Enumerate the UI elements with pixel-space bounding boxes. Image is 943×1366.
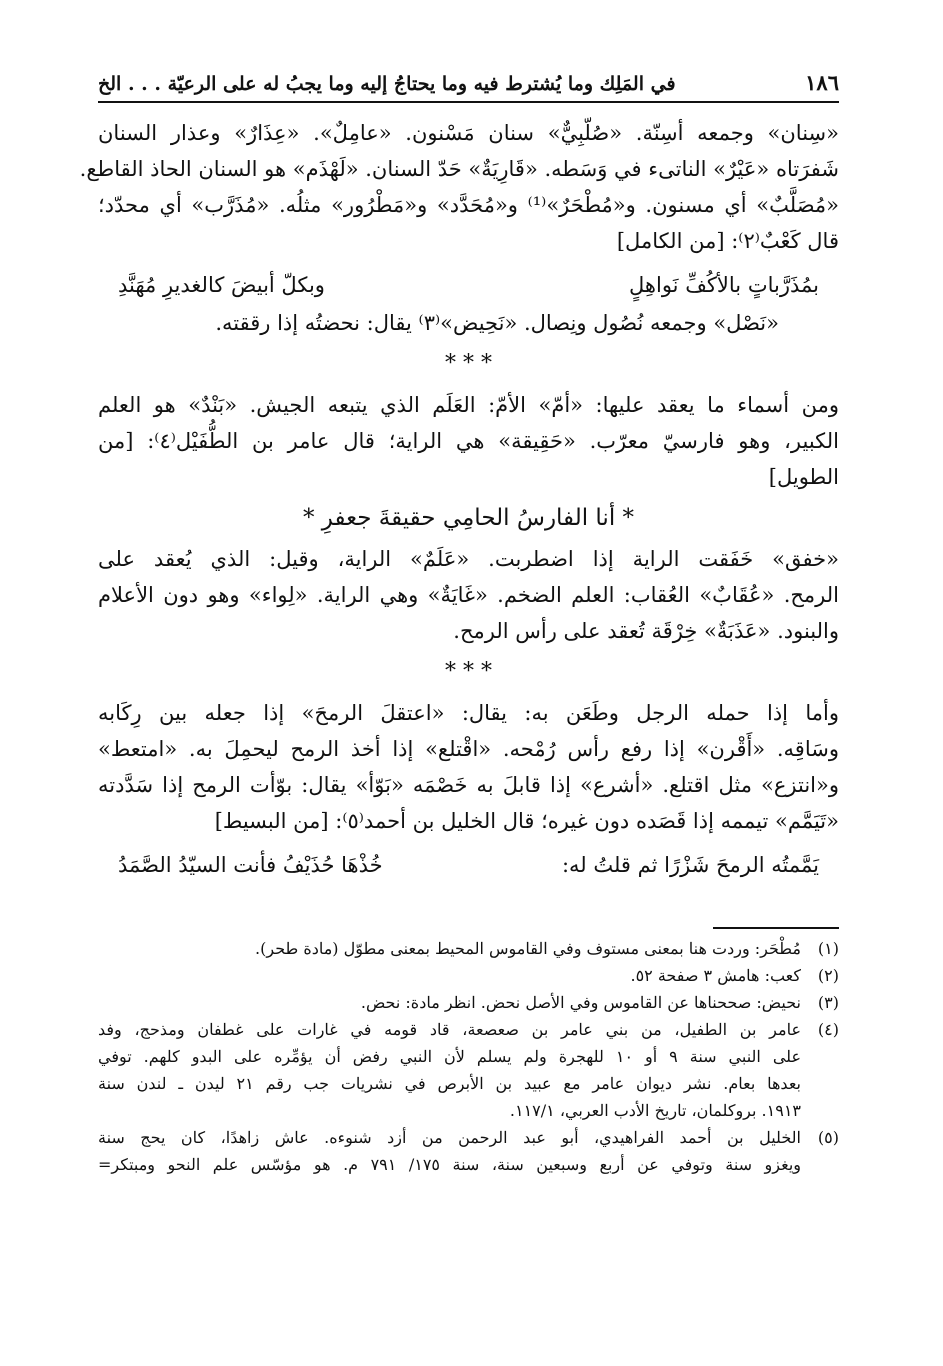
- verse-first-hemistich: يَمَّمتُه الرمحَ شَزْرًا ثم قلتُ له:: [561, 853, 819, 877]
- verse-second-hemistich: خُذْهَا حُذَيْفُ فأنت السيّدُ الصَّمَدُ: [118, 853, 383, 877]
- running-title: في المَلِك وما يُشترط فيه وما يحتاجُ إليه وما يجبُ له على الرعيّة . . . الخ: [98, 73, 676, 95]
- footnote-text: على النبي سنة ٩ أو ١٠ للهجرة ولم يسلم لأن النبي رفض أن يؤمِّره على البدو كلهم. توفي: [98, 1047, 802, 1066]
- footnote-text: بعدها بعام. نشر ديوان عامر مع عبيد بن الأبرص في نشريات جب رقم ٢١ ليدن ـ لندن سنة: [98, 1074, 801, 1093]
- main-text: [79, 115, 840, 885]
- footnote-text: عامر بن الطفيل، من بني عامر بن صعصعة، قاد قومه في غارات على غطفان ومذحج، وفد: [98, 1020, 801, 1039]
- footnote-number: (١): [817, 939, 839, 958]
- text-line: الطويل]: [768, 465, 839, 489]
- text-line: وأما إذا حمله الرجل وطَعَن به: يقال: «اعتقلَ الرمحَ» إذا جعله بين رِكَابه: [98, 701, 839, 725]
- footnote: [98, 989, 839, 1016]
- text-line: و«انتزع» مثل اقتلع. «أشرع» إذا قابلَ به خَصْمَه «بَوّأ» يقال: بوّأت الرمح إذا سَدَّدته: [98, 773, 839, 797]
- footnote-text: ويغزو سنة وتوفي عن أربع وسبعين سنة، سنة ١٧٥/ ٧٩١ م. هو مؤسّس علم النحو ومبتكر=: [98, 1155, 802, 1174]
- poem-verse: [118, 265, 819, 305]
- footnotes: [98, 935, 839, 1178]
- footnote-number: (٥): [817, 1128, 839, 1147]
- text-line: والبنود. «عَذَبَةٌ» خِرْقَة تُعقد على رأس الرمح.: [453, 619, 839, 643]
- footnote: [98, 935, 839, 962]
- page: [79, 70, 840, 1178]
- verse-second-hemistich: وبكلّ أبيضَ كالغديرِ مُهَنَّدِ: [118, 273, 325, 297]
- footnote-number: (٤): [817, 1020, 839, 1039]
- text-line: «نَصْل» وجمعه نُصُول ونِصال. «نَحِيض»⁽٣⁾ يقال: نحضتُه إذا رققته.: [215, 311, 779, 335]
- footnote-number: (٣): [817, 993, 839, 1012]
- footnote: [98, 1124, 839, 1178]
- text-line: شَفرَتاه «عَيْرٌ» الناتىء في وَسَطه. «قَارِيَةٌ» حَدّ السنان. «لَهْذَم» هو السنان الحاذ القاطع.: [79, 157, 839, 181]
- section-separator: * * *: [445, 659, 492, 684]
- text-line: «مُصَلَّبٌ» أي مسنون. و«مُطْحَرٌ»⁽¹⁾ و«مُحَدَّد» و«مَطْرُور» مثلُه. «مُذَرَّب» أي محدّد؛: [98, 193, 840, 217]
- footnote-text: مُطْحَر: وردت هنا بمعنى مستوف وفي القاموس المحيط بمعنى مطوّل (مادة طحر).: [255, 939, 801, 958]
- footnote-text: نحيض: صححناها عن القاموس وفي الأصل نحض. انظر مادة: نحض.: [360, 993, 801, 1012]
- text-line: «خفق» خَفَقت الراية إذا اضطربت. «عَلَمٌ» الراية، وقيل: الذي يُعقد على: [98, 547, 839, 571]
- footnote-text: كعب: هامش ٣ صفحة ٥٢.: [630, 966, 801, 985]
- text-line: ومن أسماء ما يعقد عليها: «أمّ» الأمّ: العَلَم الذي يتبعه الجيش. «بَنْدٌ» هو العلم: [98, 393, 839, 417]
- footnote-text: الخليل بن أحمد الفراهيدي، أبو عبد الرحمن من أزد شنوءه. عاش زاهدًا، كان يحج سنة: [98, 1128, 801, 1147]
- verse-first-hemistich: بمُذَرَّباتٍ بالأكُفِّ نَواهِلٍ: [629, 273, 819, 297]
- footnote-rule: [713, 927, 839, 929]
- text-line: وسَاقِه. «أَقْرن» إذا رفع رأس رُمْحه. «اقْتلع» إذا أخذ الرمح ليحمِلَ به. «امتعط»: [98, 737, 839, 761]
- footnote: [98, 962, 839, 989]
- footnote-number: (٢): [817, 966, 839, 985]
- running-header: [98, 70, 839, 103]
- footnote-text: ١٩١٣. بروكلمان، تاريخ الأدب العربي، ١١٧/١.: [509, 1101, 801, 1120]
- text-line: قال كَعْبٌ⁽٢⁾: [من الكامل]: [616, 229, 839, 253]
- section-separator: * * *: [445, 351, 492, 376]
- page-number: ١٨٦: [805, 70, 839, 95]
- text-line: الكبير، وهو فارسيّ معرّب. «حَقِيقة» هي الراية؛ قال عامر بن الطُّفَيْل⁽٤⁾: [من: [98, 429, 840, 453]
- poem-half-verse: * أنا الفارسُ الحامِي حقيقةَ جعفرِ *: [302, 505, 635, 531]
- poem-verse: [118, 845, 819, 885]
- text-line: الرمح. «عُقَابٌ» العُقاب: العلم الضخم. «غَايَةٌ» وهي الراية. «لِواء» وهو دون الأعلام: [98, 583, 839, 607]
- text-line: «سِنان» وجمعه أسِنّة. «صُلّبِيٌّ» سنان مَسْنون. «عامِلٌ». «عِذَارٌ» وعذار السنان: [98, 121, 839, 145]
- footnote: [98, 1016, 839, 1124]
- text-line: «تَيَمَّم» تيممه إذا قَصَده دون غيره؛ قال الخليل بن أحمد⁽٥⁾: [من البسيط]: [214, 809, 839, 833]
